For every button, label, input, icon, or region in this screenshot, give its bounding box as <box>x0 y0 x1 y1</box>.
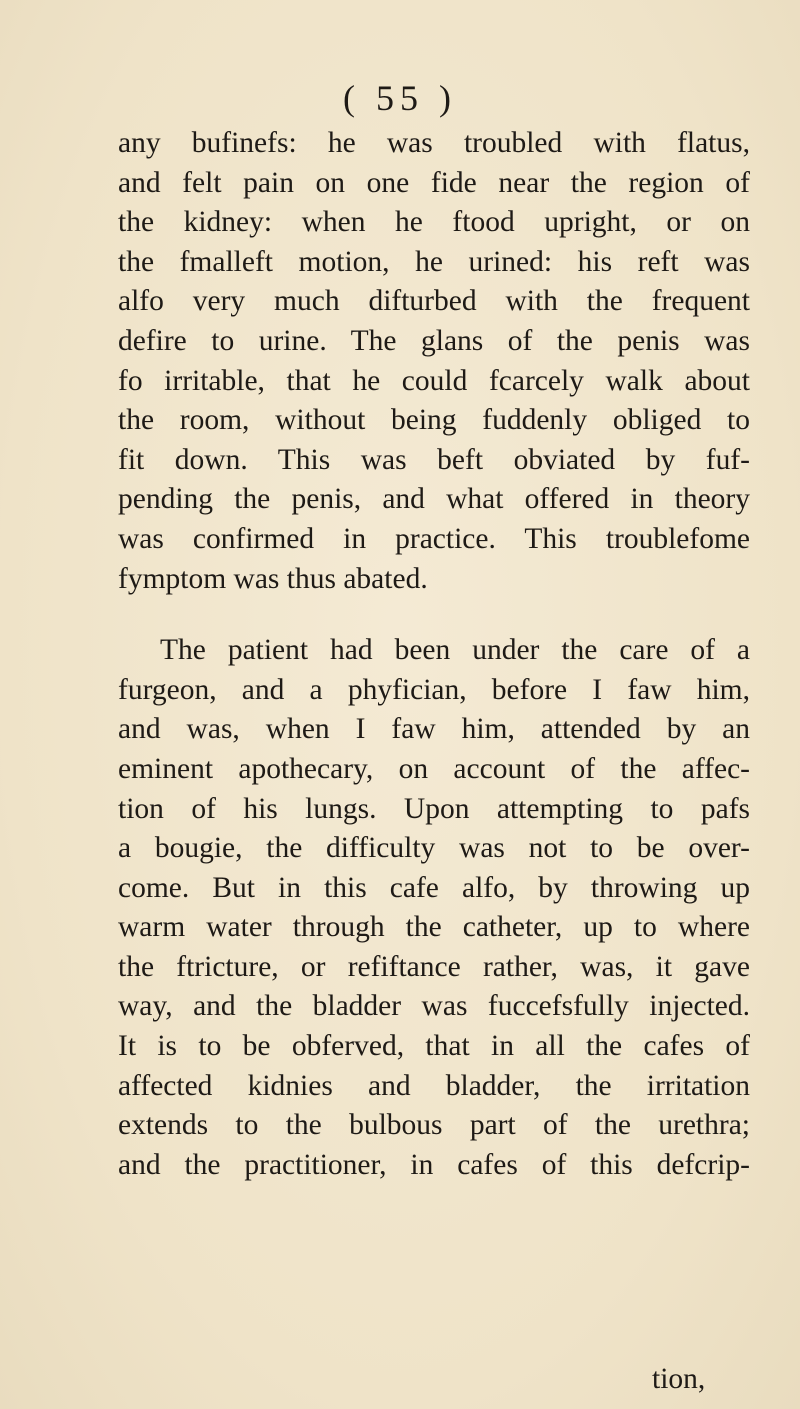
text-line: come. But in this cafe alfo, by throwing up <box>118 871 750 904</box>
text-line: furgeon, and a phyfician, before I faw him, <box>118 673 750 706</box>
text-line: pending the penis, and what offered in theory <box>118 483 750 516</box>
text-line: warm water through the catheter, up to where <box>118 911 750 944</box>
paragraph-gap <box>118 599 750 631</box>
text-line: tion of his lungs. Upon attempting to pafs <box>118 792 750 825</box>
text-line: fo irritable, that he could fcarcely walk about <box>118 364 750 397</box>
text-line: and the practitioner, in cafes of this defcrip- <box>118 1148 750 1181</box>
page-number: ( 55 ) <box>343 78 457 118</box>
paragraph-1 <box>118 124 750 599</box>
text-line: fit down. This was beft obviated by fuf- <box>118 443 750 476</box>
text-line: and felt pain on one fide near the region of <box>118 166 750 199</box>
text-line: extends to the bulbous part of the urethra; <box>118 1109 750 1142</box>
text-line: a bougie, the difficulty was not to be over- <box>118 832 750 865</box>
text-line: defire to urine. The glans of the penis was <box>118 324 750 357</box>
text-line: was confirmed in practice. This troublefome <box>118 522 750 555</box>
text-line: any bufinefs: he was troubled with flatus, <box>118 127 750 159</box>
catchword: tion, <box>652 1363 706 1395</box>
text-line: affected kidnies and bladder, the irritation <box>118 1069 750 1102</box>
text-line: the ftricture, or refiftance rather, was, it gave <box>118 950 750 983</box>
text-line: alfo very much difturbed with the frequent <box>118 285 750 318</box>
text-line: The patient had been under the care of a <box>160 634 750 667</box>
paragraph-2 <box>118 631 750 1185</box>
text-line: It is to be obferved, that in all the cafes of <box>118 1030 750 1063</box>
text-line: the kidney: when he ftood upright, or on <box>118 206 750 239</box>
text-line: way, and the bladder was fuccefsfully injected. <box>118 990 750 1023</box>
body-text <box>118 124 750 1185</box>
text-line: fymptom was thus abated. <box>118 562 428 595</box>
text-line: the room, without being fuddenly obliged to <box>118 404 750 437</box>
text-line: eminent apothecary, on account of the affec- <box>118 752 750 785</box>
text-line: and was, when I faw him, attended by an <box>118 713 750 746</box>
text-line: the fmalleft motion, he urined: his reft was <box>118 245 750 278</box>
